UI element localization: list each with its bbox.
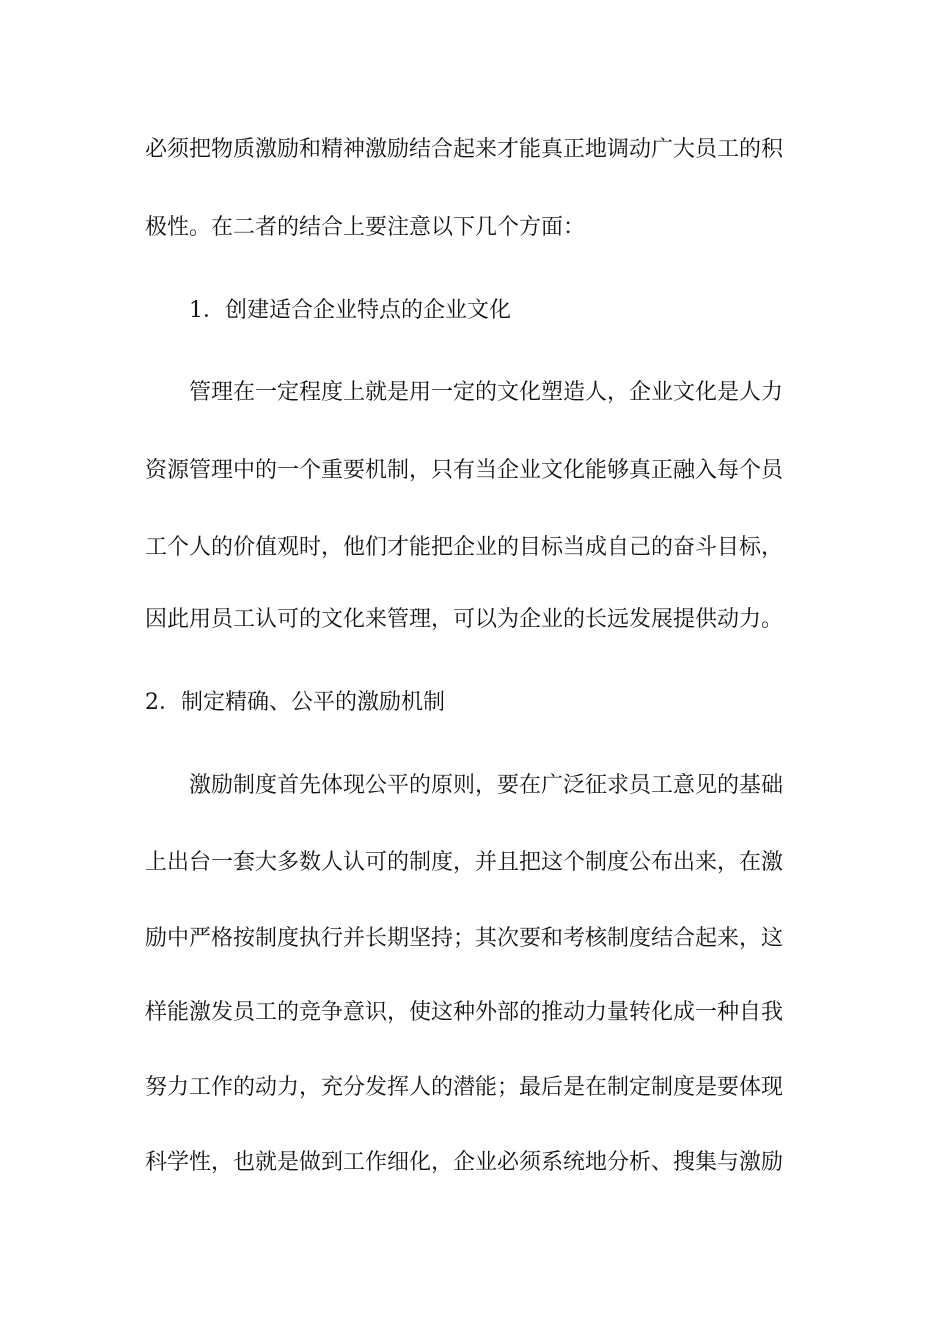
paragraph-line: 资源管理中的一个重要机制，只有当企业文化能够真正融入每个员 — [145, 458, 784, 483]
paragraph-line: 激励制度首先体现公平的原则，要在广泛征求员工意见的基础 — [189, 773, 784, 798]
paragraph-line: 必须把物质激励和精神激励结合起来才能真正地调动广大员工的积 — [145, 137, 784, 162]
paragraph-line: 因此用员工认可的文化来管理，可以为企业的长远发展提供动力。 — [145, 607, 784, 632]
paragraph-line: 励中严格按制度执行并长期坚持；其次要和考核制度结合起来，这 — [145, 926, 784, 951]
paragraph-line: 科学性，也就是做到工作细化，企业必须系统地分析、搜集与激励 — [145, 1150, 784, 1175]
paragraph-line: 管理在一定程度上就是用一定的文化塑造人，企业文化是人力 — [189, 380, 784, 405]
paragraph-line: 努力工作的动力，充分发挥人的潜能；最后是在制定制度是要体现 — [145, 1075, 784, 1100]
paragraph-line: 样能激发员工的竞争意识，使这种外部的推动力量转化成一种自我 — [145, 1000, 784, 1025]
section-heading: 1．创建适合企业特点的企业文化 — [189, 298, 511, 323]
paragraph-line: 极性。在二者的结合上要注意以下几个方面： — [145, 215, 586, 240]
paragraph-line: 工个人的价值观时，他们才能把企业的目标当成自己的奋斗目标， — [145, 535, 784, 560]
section-heading: 2．制定精确、公平的激励机制 — [145, 690, 445, 715]
paragraph-line: 上出台一套大多数人认可的制度，并且把这个制度公布出来，在激 — [145, 850, 784, 875]
